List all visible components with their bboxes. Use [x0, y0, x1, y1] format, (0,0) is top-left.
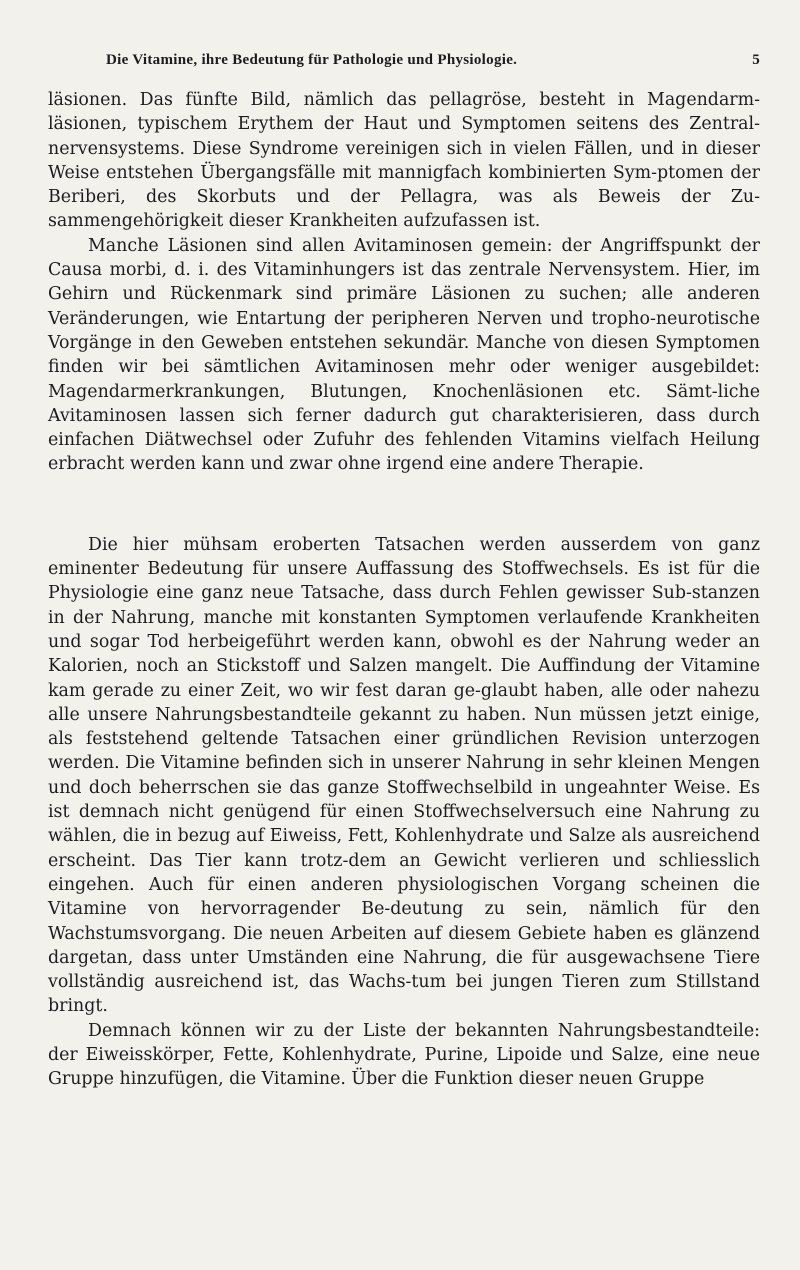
page-number: 5	[752, 52, 760, 68]
paragraph-1: läsionen. Das fünfte Bild, nämlich das pellagröse, besteht in Magendarm-läsionen, typischem Erythem der Haut und Symptomen seitens des Zentral-nervensystems. Diese Syndrome vereinigen sich in vielen Fällen, und in dieser Weise entstehen Übergangsfälle mit mannigfach kombinierten Sym-ptomen der Beriberi, des Skorbuts und der Pellagra, was als Beweis der Zu-sammengehörigkeit dieser Krankheiten aufzufassen ist.	[48, 90, 760, 232]
paragraph-3: Die hier mühsam eroberten Tatsachen werden ausserdem von ganz eminenter Bedeutung für unsere Auffassung des Stoffwechsels. Es ist für die Physiologie eine ganz neue Tatsache, dass durch Fehlen gewisser Sub-stanzen in der Nahrung, manche mit konstanten Symptomen verlaufende Krankheiten und sogar Tod herbeigeführt werden kann, obwohl es der Nahrung weder an Kalorien, noch an Stickstoff und Salzen mangelt. Die Auffindung der Vitamine kam gerade zu einer Zeit, wo wir fest daran ge-glaubt haben, alle oder nahezu alle unsere Nahrungsbestandteile gekannt zu haben. Nun müssen jetzt einige, als feststehend geltende Tatsachen einer gründlichen Revision unterzogen werden. Die Vitamine befinden sich in unserer Nahrung in sehr kleinen Mengen und doch beherrschen sie das ganze Stoffwechselbild in ungeahnter Weise. Es ist demnach nicht genügend für einen Stoffwechselversuch eine Nahrung zu wählen, die in bezug auf Eiweiss, Fett, Kohlenhydrate und Salze als ausreichend erscheint. Das Tier kann trotz-dem an Gewicht verlieren und schliesslich eingehen. Auch für einen anderen physiologischen Vorgang scheinen die Vitamine von hervorragender Be-deutung zu sein, nämlich für den Wachstumsvorgang. Die neuen Arbeiten auf diesem Gebiete haben es glänzend dargetan, dass unter Umständen eine Nahrung, die für ausgewachsene Tiere vollständig ausreichend ist, das Wachs-tum bei jungen Tieren zum Stillstand bringt.	[48, 534, 760, 1017]
paragraph-2: Manche Läsionen sind allen Avitaminosen gemein: der Angriffspunkt der Causa morbi, d. i. des Vitaminhungers ist das zentrale Nervensystem. Hier, im Gehirn und Rückenmark sind primäre Läsionen zu suchen; alle anderen Veränderungen, wie Entartung der peripheren Nerven und tropho-neurotische Vorgänge in den Geweben entstehen sekundär. Manche von diesen Symptomen finden wir bei sämtlichen Avitaminosen mehr oder weniger ausgebildet: Magendarmerkrankungen, Blutungen, Knochenläsionen etc. Sämt-liche Avitaminosen lassen sich ferner dadurch gut charakterisieren, dass durch einfachen Diätwechsel oder Zufuhr des fehlenden Vitamins vielfach Heilung erbracht werden kann und zwar ohne irgend eine andere Therapie.	[48, 235, 760, 475]
section-gap	[48, 477, 760, 533]
running-head-title: Die Vitamine, ihre Bedeutung für Pathologie und Physiologie.	[106, 52, 518, 68]
running-head	[48, 52, 760, 78]
body-text	[48, 88, 760, 1092]
paragraph-4: Demnach können wir zu der Liste der bekannten Nahrungsbestandteile: der Eiweisskörper, Fette, Kohlenhydrate, Purine, Lipoide und Salze, eine neue Gruppe hinzufügen, die Vitamine. Über die Funktion dieser neuen Gruppe	[48, 1020, 760, 1090]
